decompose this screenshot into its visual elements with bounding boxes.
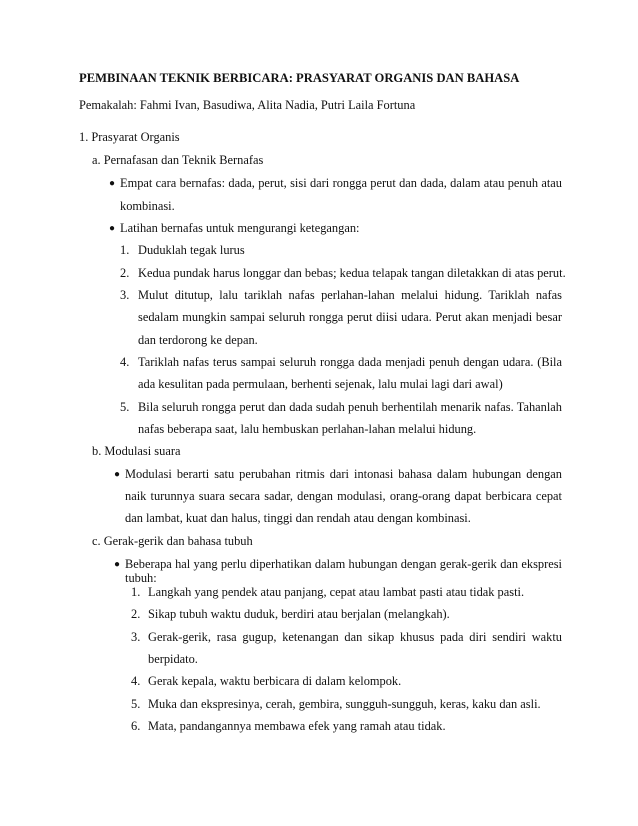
list-number: 3. bbox=[131, 630, 141, 644]
bullet-text: naik turunnya suara secara sadar, dengan modulasi, orang-orang dapat berbicara cepat bbox=[125, 489, 562, 503]
list-number: 2. bbox=[120, 266, 130, 280]
list-item: ada kesulitan pada permulaan, berhenti sejenak, lalu mulai lagi dari awal) bbox=[138, 377, 503, 391]
list-number: 4. bbox=[120, 355, 130, 369]
bullet-icon: ● bbox=[114, 559, 121, 570]
list-item: Gerak-gerik, rasa gugup, ketenangan dan sikap khusus pada diri sendiri waktu bbox=[148, 630, 562, 644]
list-item: dan terdorong ke depan. bbox=[138, 333, 258, 347]
list-item: sedalam mungkin sampai seluruh rongga perut diisi udara. Perut akan menjadi besar bbox=[138, 310, 562, 324]
document-title: PEMBINAAN TEKNIK BERBICARA: PRASYARAT ORGANIS DAN BAHASA bbox=[79, 71, 520, 85]
list-item: Langkah yang pendek atau panjang, cepat atau lambat pasti atau tidak pasti. bbox=[148, 585, 525, 599]
list-item: Tariklah nafas terus sampai seluruh rongga dada menjadi penuh dengan udara. (Bila bbox=[138, 355, 562, 369]
bullet-text: Empat cara bernafas: dada, perut, sisi dari rongga perut dan dada, dalam atau penuh atau bbox=[120, 176, 562, 190]
subsection-c-heading: c. Gerak-gerik dan bahasa tubuh bbox=[92, 534, 253, 548]
list-number: 2. bbox=[131, 607, 141, 621]
bullet-text: tubuh: bbox=[125, 571, 157, 585]
bullet-text: Latihan bernafas untuk mengurangi ketegangan: bbox=[120, 221, 360, 235]
list-item: nafas beberapa saat, lalu hembuskan perlahan-lahan melalui hidung. bbox=[138, 422, 477, 436]
bullet-text: Beberapa hal yang perlu diperhatikan dalam hubungan dengan gerak-gerik dan ekspresi bbox=[125, 557, 562, 571]
list-number: 3. bbox=[120, 288, 130, 302]
list-item: Kedua pundak harus longgar dan bebas; kedua telapak tangan diletakkan di atas perut. bbox=[138, 266, 566, 280]
bullet-icon: ● bbox=[109, 178, 116, 189]
list-number: 1. bbox=[120, 243, 130, 257]
bullet-text: kombinasi. bbox=[120, 199, 175, 213]
bullet-text: dan lambat, kuat dan halus, tinggi dan rendah atau dengan kombinasi. bbox=[125, 511, 471, 525]
bullet-icon: ● bbox=[114, 469, 121, 480]
subsection-b-heading: b. Modulasi suara bbox=[92, 444, 181, 458]
subsection-a-heading: a. Pernafasan dan Teknik Bernafas bbox=[92, 153, 264, 167]
list-number: 4. bbox=[131, 674, 141, 688]
list-item: Bila seluruh rongga perut dan dada sudah penuh berhentilah menarik nafas. Tahanlah bbox=[138, 400, 562, 414]
list-item: Gerak kepala, waktu berbicara di dalam kelompok. bbox=[148, 674, 402, 688]
list-item: berpidato. bbox=[148, 652, 198, 666]
bullet-icon: ● bbox=[109, 223, 116, 234]
list-number: 5. bbox=[120, 400, 130, 414]
list-item: Mulut ditutup, lalu tariklah nafas perlahan-lahan melalui hidung. Tariklah nafas bbox=[138, 288, 562, 302]
list-item: Sikap tubuh waktu duduk, berdiri atau berjalan (melangkah). bbox=[148, 607, 450, 621]
list-number: 5. bbox=[131, 697, 141, 711]
list-number: 6. bbox=[131, 719, 141, 733]
list-item: Duduklah tegak lurus bbox=[138, 243, 245, 257]
list-item: Mata, pandangannya membawa efek yang ramah atau tidak. bbox=[148, 719, 446, 733]
list-number: 1. bbox=[131, 585, 141, 599]
authors-line: Pemakalah: Fahmi Ivan, Basudiwa, Alita Nadia, Putri Laila Fortuna bbox=[79, 98, 416, 112]
bullet-text: Modulasi berarti satu perubahan ritmis dari intonasi bahasa dalam hubungan dengan bbox=[125, 467, 562, 481]
list-item: Muka dan ekspresinya, cerah, gembira, sungguh-sungguh, keras, kaku dan asli. bbox=[148, 697, 541, 711]
section-heading: 1. Prasyarat Organis bbox=[79, 130, 180, 144]
